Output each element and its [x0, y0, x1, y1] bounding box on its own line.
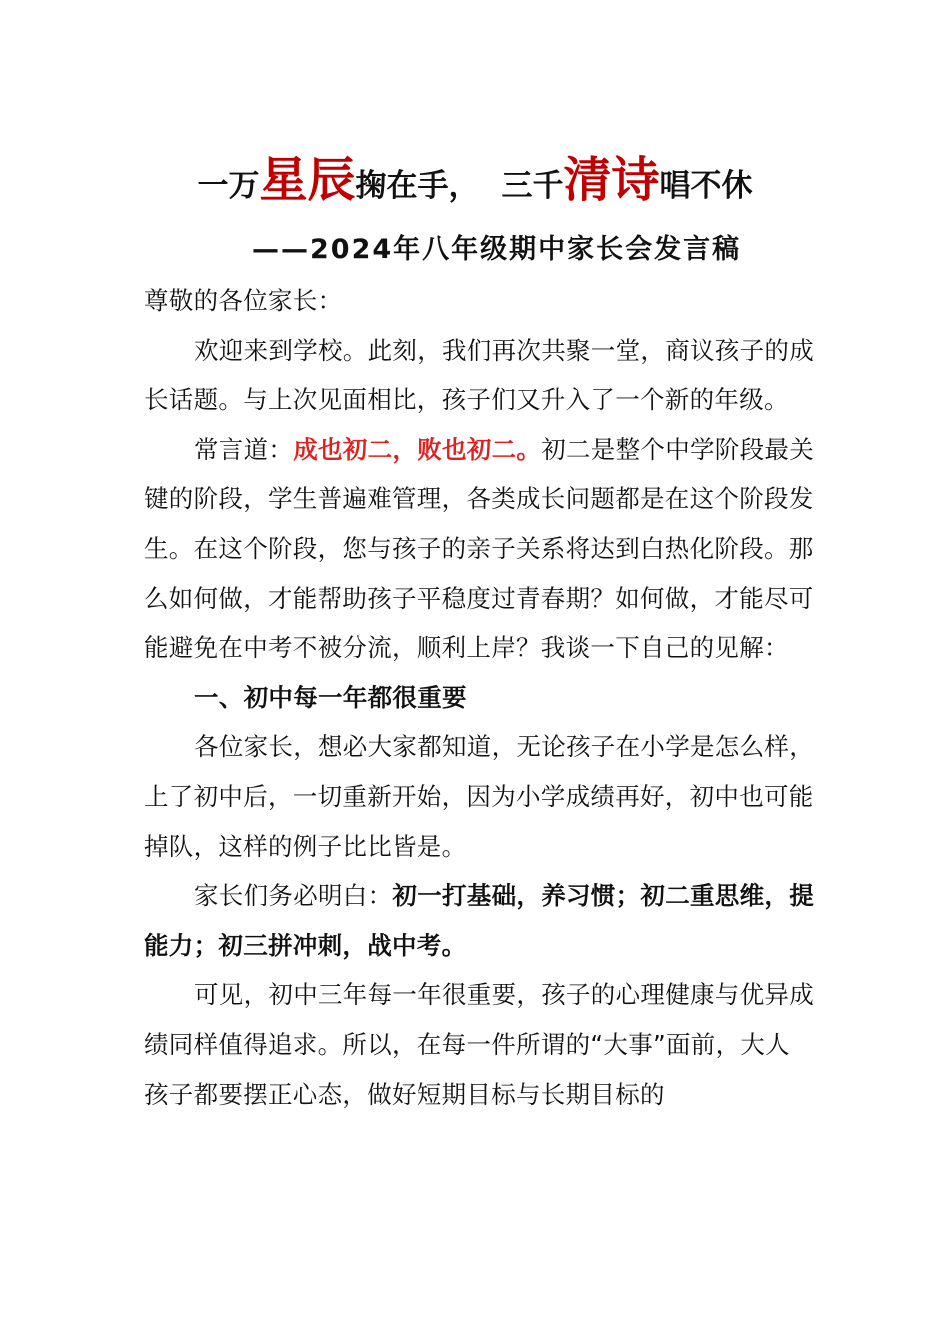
document-body: [144, 276, 814, 1119]
paragraph-saying: [144, 425, 814, 673]
greeting: 尊敬的各位家长：: [144, 286, 343, 315]
title-highlight-1: 星辰: [259, 152, 356, 208]
document-title: [0, 140, 950, 226]
saying-rest: 初二是整个中学阶段最关键的阶段，学生普遍难管理，各类成长问题都是在这个阶段发生。在这个阶段，您与孩子的亲子关系将达到白热化阶段。那么如何做，才能帮助孩子平稳度过青春期？如何做，才能尽可能避免在中考不被分流，顺利上岸？我谈一下自己的见解：: [144, 434, 815, 663]
paragraph-welcome: 欢迎来到学校。此刻，我们再次共聚一堂，商议孩子的成长话题。与上次见面相比，孩子们又升入了一个新的年级。: [144, 335, 814, 415]
title-highlight-2: 清诗: [563, 152, 660, 208]
key-points-lead: 家长们务必明白：: [194, 881, 393, 911]
title-part-3: 三千: [501, 168, 564, 204]
paragraph-key-points: [144, 871, 814, 970]
key-points-bold: 初一打基础，养习惯；初二重思维，提能力；初三拼冲刺，战中考。: [144, 881, 815, 960]
document-subtitle: ——2024年八年级期中家长会发言稿: [252, 234, 742, 265]
section-heading-1: 一、初中每一年都很重要: [194, 682, 467, 712]
saying-lead: 常言道：: [194, 434, 294, 464]
title-part-1: 一万: [197, 168, 260, 204]
title-part-4: 唱不休: [659, 168, 753, 204]
saying-emphasis: 成也初二，败也初二。: [293, 434, 542, 464]
paragraph-primary-school: 各位家长，想必大家都知道，无论孩子在小学是怎么样，上了初中后，一切重新开始，因为小学成绩再好，初中也可能掉队，这样的例子比比皆是。: [144, 732, 814, 861]
paragraph-each-year: 可见，初中三年每一年很重要，孩子的心理健康与优异成绩同样值得追求。所以，在每一件所谓的“大事”面前，大人孩子都要摆正心态，做好短期目标与长期目标的: [144, 980, 814, 1109]
title-part-2: 掬在手，: [355, 168, 480, 204]
